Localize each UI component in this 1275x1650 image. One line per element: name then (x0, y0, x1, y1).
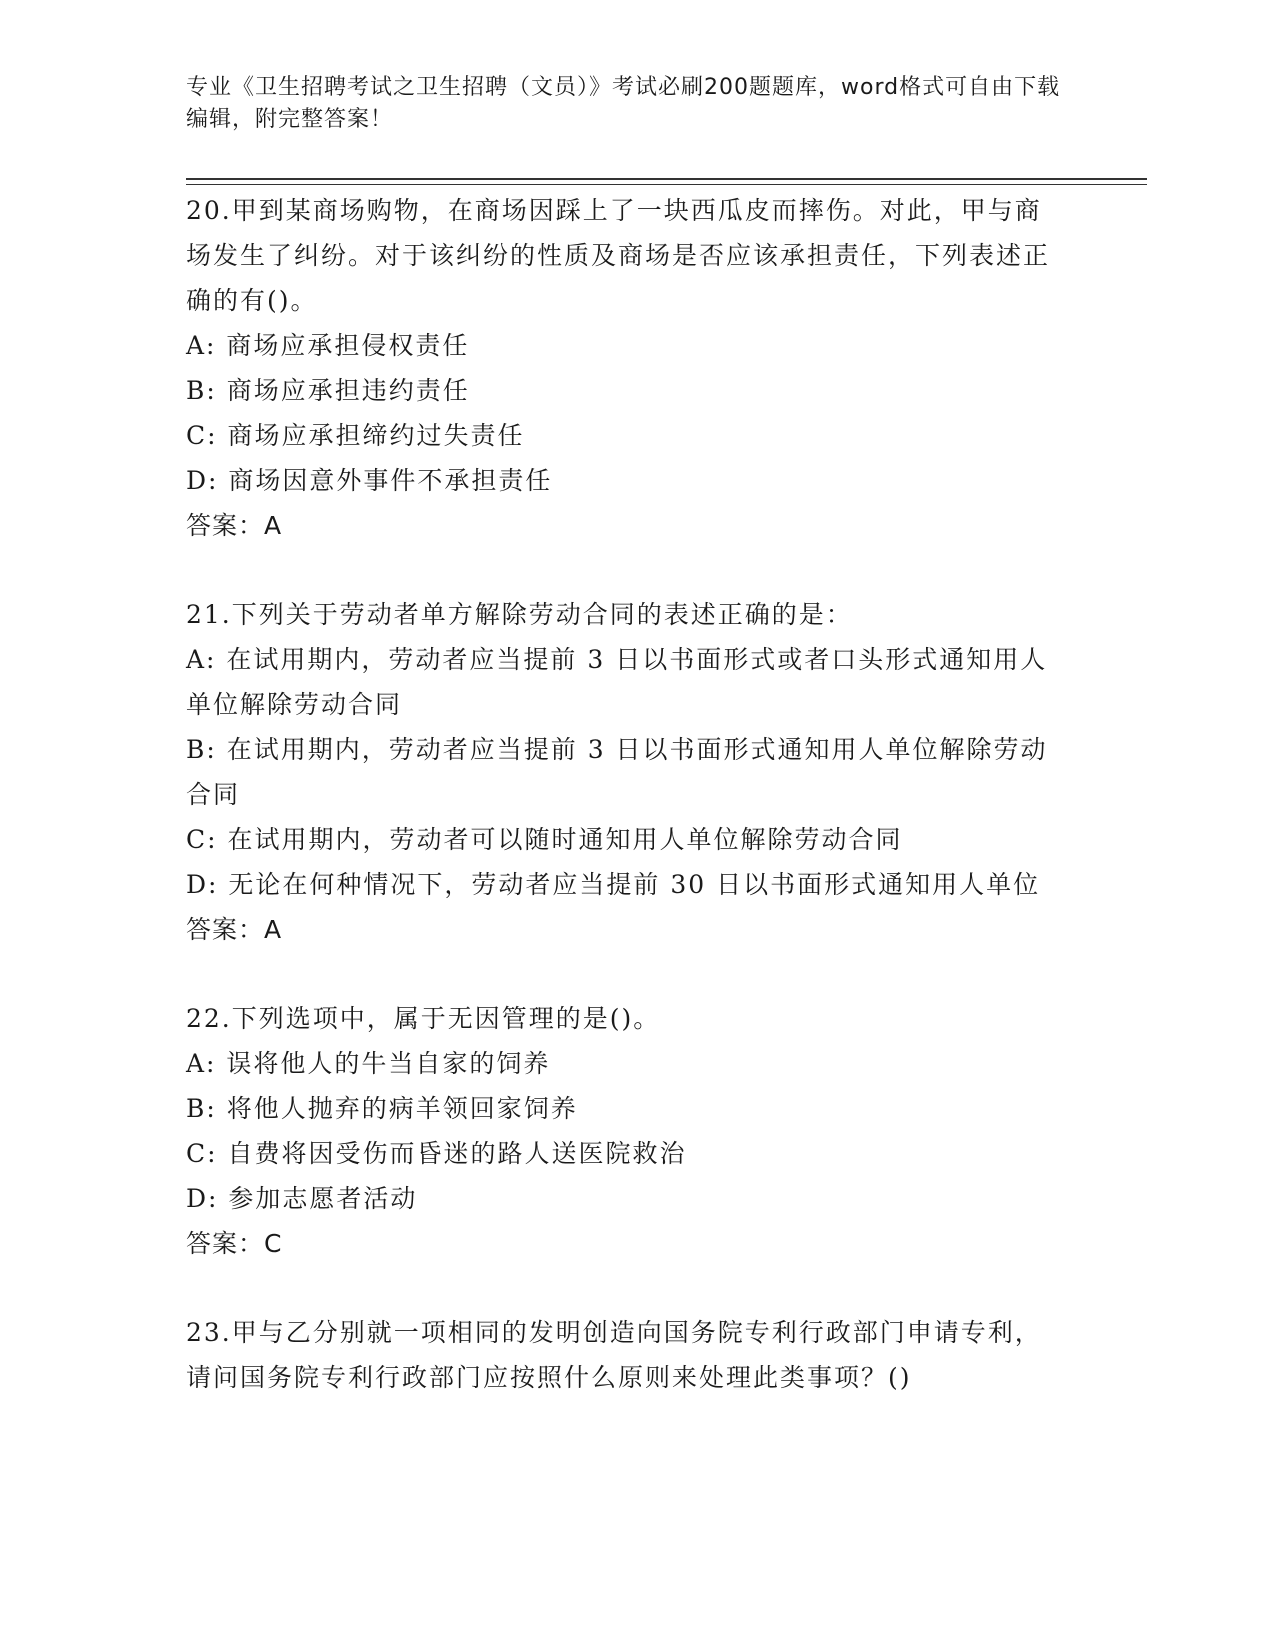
question-21 (186, 592, 1066, 952)
answer-label: 答案：C (186, 1229, 283, 1258)
option-d: D: 参加志愿者活动 (186, 1184, 418, 1213)
option-a: A: 在试用期内，劳动者应当提前 3 日以书面形式或者口头形式通知用人单位解除劳动合同 (186, 645, 1048, 719)
question-20 (186, 188, 1066, 548)
option-d: D: 无论在何种情况下，劳动者应当提前 30 日以书面形式通知用人单位 (186, 870, 1041, 899)
question-stem: 20.甲到某商场购物，在商场因踩上了一块西瓜皮而摔伤。对此，甲与商场发生了纠纷。对于该纠纷的性质及商场是否应该承担责任，下列表述正确的有()。 (186, 196, 1051, 315)
option-a: A: 误将他人的牛当自家的饲养 (186, 1049, 551, 1078)
option-c: C: 商场应承担缔约过失责任 (186, 421, 525, 450)
question-stem: 22.下列选项中，属于无因管理的是()。 (186, 1004, 661, 1033)
header-divider (186, 178, 1147, 185)
question-stem: 23.甲与乙分别就一项相同的发明创造向国务院专利行政部门申请专利，请问国务院专利行政部门应按照什么原则来处理此类事项？() (186, 1318, 1042, 1392)
question-stem: 21.下列关于劳动者单方解除劳动合同的表述正确的是： (186, 600, 853, 629)
answer-label: 答案：A (186, 915, 283, 944)
option-c: C: 在试用期内，劳动者可以随时通知用人单位解除劳动合同 (186, 825, 903, 854)
option-a: A: 商场应承担侵权责任 (186, 331, 470, 360)
document-header: 专业《卫生招聘考试之卫生招聘（文员）》考试必刷200题题库，word格式可自由下载编辑，附完整答案！ (186, 75, 1061, 132)
question-list (186, 188, 1066, 1444)
answer-label: 答案：A (186, 511, 283, 540)
option-b: B: 将他人抛弃的病羊领回家饲养 (186, 1094, 578, 1123)
question-23 (186, 1310, 1066, 1400)
question-22 (186, 996, 1066, 1266)
option-b: B: 在试用期内，劳动者应当提前 3 日以书面形式通知用人单位解除劳动合同 (186, 735, 1048, 809)
option-b: B: 商场应承担违约责任 (186, 376, 470, 405)
option-c: C: 自费将因受伤而昏迷的路人送医院救治 (186, 1139, 687, 1168)
option-d: D: 商场因意外事件不承担责任 (186, 466, 553, 495)
